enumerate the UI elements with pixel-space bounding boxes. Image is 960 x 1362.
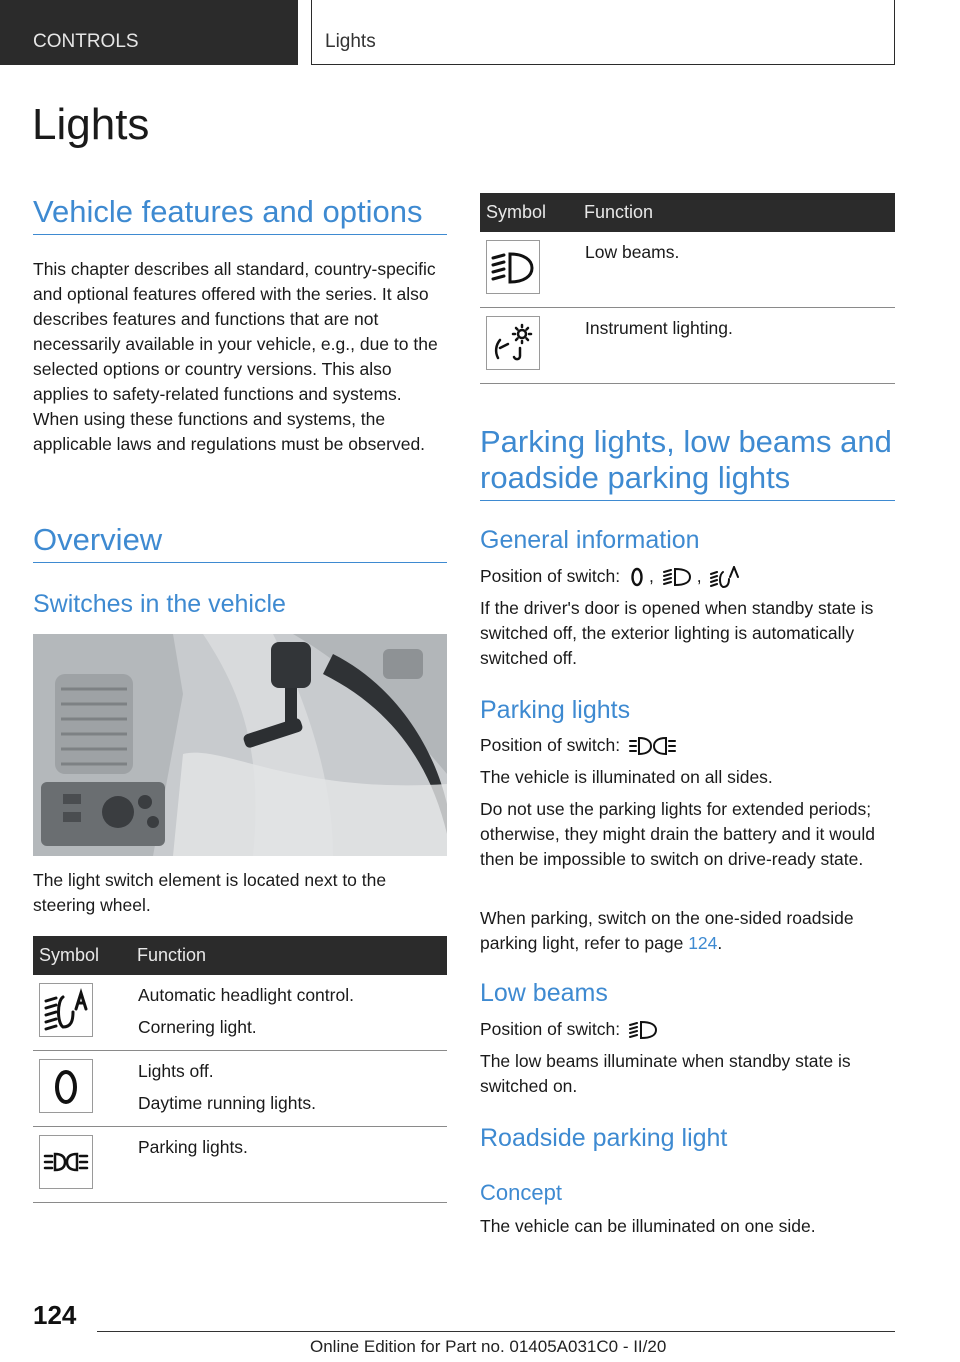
left-table-col-function: Function bbox=[137, 945, 207, 965]
switches-heading: Switches in the vehicle bbox=[33, 590, 286, 618]
table-row-function bbox=[138, 984, 354, 1038]
vehicle-switches-photo bbox=[33, 634, 447, 856]
general-info-body: If the driver's door is opened when standby state is switched off, the exterior lighting is automatically switched off. bbox=[480, 598, 874, 668]
switch-position-label: Position of switch: bbox=[480, 1019, 621, 1039]
function-line: Lights off. bbox=[138, 1061, 214, 1081]
parking-lights-heading: Parking lights bbox=[480, 696, 631, 724]
header-section-label: CONTROLS bbox=[33, 31, 139, 52]
table-row-function bbox=[585, 317, 733, 339]
low-beams-icon bbox=[629, 1019, 659, 1041]
left-table-header bbox=[33, 936, 447, 975]
parking-lights-p3-text: When parking, switch on the one-sided roadside parking light, refer to page bbox=[480, 908, 854, 953]
parking-lights-p3-end: . bbox=[717, 933, 723, 953]
table-row-function bbox=[138, 1060, 316, 1114]
table-row bbox=[33, 1127, 447, 1203]
lights-off-icon bbox=[39, 1059, 93, 1113]
right-table-header bbox=[480, 193, 895, 232]
instrument-lighting-icon bbox=[486, 316, 540, 370]
table-row-function bbox=[138, 1136, 248, 1158]
switch-position-label: Position of switch: bbox=[480, 566, 621, 586]
overview-heading: Overview bbox=[33, 521, 447, 563]
table-row bbox=[480, 308, 895, 384]
parking-lights-p2: Do not use the parking lights for extended periods; otherwise, they might drain the battery and it would then be impossible to switch on drive-ready state. bbox=[480, 799, 875, 869]
function-line: Instrument lighting. bbox=[585, 318, 733, 338]
right-table-col-function: Function bbox=[584, 202, 654, 222]
low-beams-icon bbox=[486, 240, 540, 294]
parking-lights-switch-line bbox=[480, 733, 895, 758]
low-beams-icon bbox=[663, 566, 693, 588]
parking-section-heading-line2: roadside parking lights bbox=[480, 460, 791, 495]
table-row bbox=[33, 1051, 447, 1127]
header-section-tab bbox=[0, 0, 298, 65]
footer-divider bbox=[97, 1331, 895, 1332]
auto-headlight-icon bbox=[39, 983, 93, 1037]
page-reference-link[interactable]: 124 bbox=[688, 933, 718, 953]
lights-off-icon bbox=[629, 566, 645, 588]
vehicle-features-heading: Vehicle features and options bbox=[33, 193, 447, 235]
photo-caption: The light switch element is located next to the steering wheel. bbox=[33, 870, 387, 915]
function-line: Parking lights. bbox=[138, 1137, 248, 1157]
table-row bbox=[480, 232, 895, 308]
function-line: Cornering light. bbox=[138, 1017, 257, 1037]
page-number: 124 bbox=[33, 1300, 77, 1330]
auto-headlight-icon bbox=[710, 566, 740, 588]
parking-lights-icon bbox=[39, 1135, 93, 1189]
table-row bbox=[33, 975, 447, 1051]
parking-section-heading-line1: Parking lights, low beams and bbox=[480, 424, 892, 459]
switch-position-label: Position of switch: bbox=[480, 735, 621, 755]
separator: , bbox=[696, 566, 702, 586]
header-chapter-tab bbox=[311, 0, 895, 65]
function-line: Automatic headlight control. bbox=[138, 985, 354, 1005]
low-beams-body: The low beams illuminate when standby state is switched on. bbox=[480, 1051, 851, 1096]
low-beams-switch-line bbox=[480, 1017, 895, 1042]
header-chapter-label: Lights bbox=[325, 31, 376, 52]
general-info-heading: General information bbox=[480, 526, 700, 554]
right-table-col-symbol: Symbol bbox=[486, 202, 547, 222]
concept-body: The vehicle can be illuminated on one side. bbox=[480, 1216, 816, 1236]
left-table-col-symbol: Symbol bbox=[39, 945, 100, 965]
parking-lights-p3 bbox=[480, 906, 895, 956]
page-title: Lights bbox=[32, 100, 150, 149]
parking-lights-icon bbox=[629, 735, 677, 757]
parking-lights-p1: The vehicle is illuminated on all sides. bbox=[480, 767, 773, 787]
parking-section-heading bbox=[480, 424, 895, 501]
function-line: Daytime running lights. bbox=[138, 1093, 316, 1113]
table-row-function bbox=[585, 241, 679, 263]
vehicle-features-body: This chapter describes all standard, country-specific and optional features offered with the series. It also describes features and functions that are not necessarily available in your vehicle, e.g., due to the selected options or country versions. This also applies to safety-related functions and systems. When using these functions and systems, the applicable laws and regulations must be observed. bbox=[33, 259, 438, 454]
function-line: Low beams. bbox=[585, 242, 680, 262]
roadside-heading: Roadside parking light bbox=[480, 1124, 728, 1152]
low-beams-heading: Low beams bbox=[480, 979, 608, 1007]
separator: , bbox=[648, 566, 654, 586]
general-switch-line bbox=[480, 564, 895, 589]
concept-heading: Concept bbox=[480, 1180, 562, 1205]
edition-note: Online Edition for Part no. 01405A031C0 - II/20 bbox=[310, 1337, 667, 1356]
